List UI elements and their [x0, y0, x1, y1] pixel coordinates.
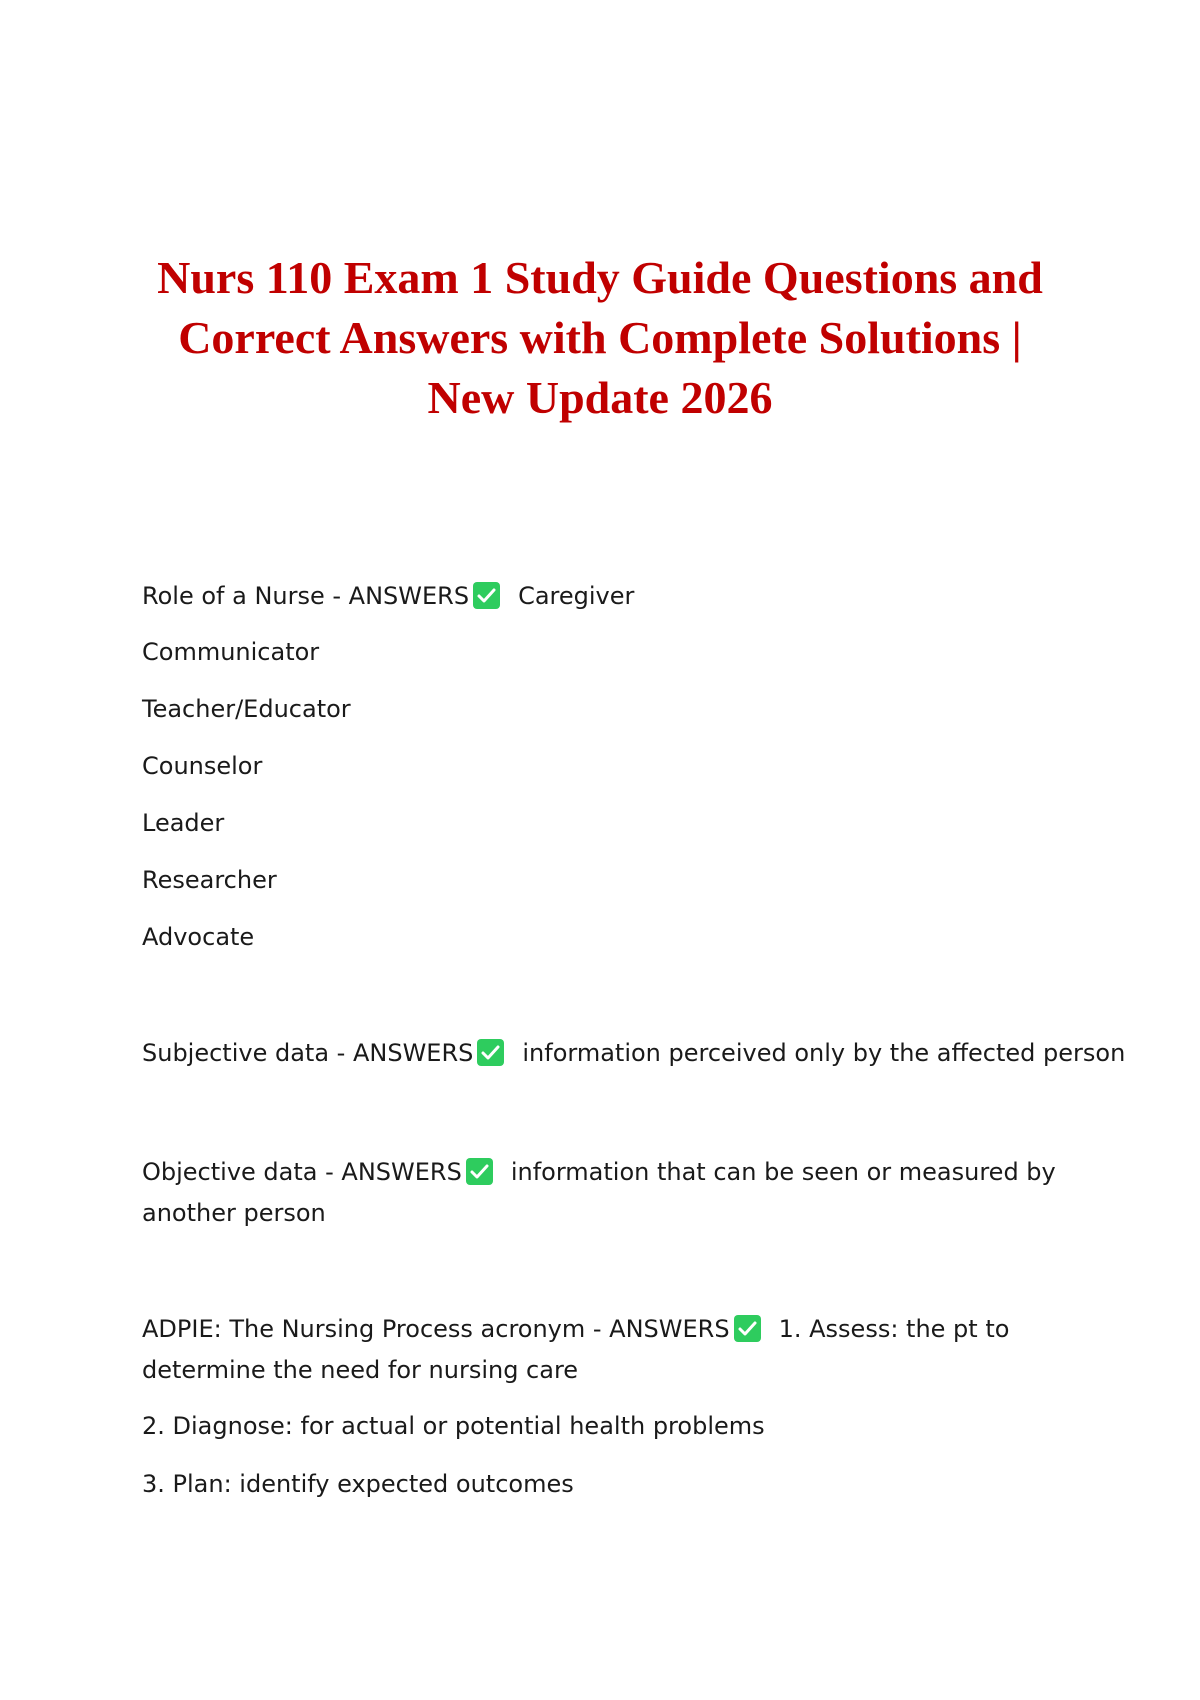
answer-line: Researcher — [142, 866, 277, 894]
answer-text: 1. Assess: the pt to — [778, 1315, 1010, 1343]
question-text: Role of a Nurse - ANSWERS — [142, 582, 470, 610]
title-line: Nurs 110 Exam 1 Study Guide Questions and — [157, 252, 1043, 303]
qa-subjective-data — [142, 1037, 1125, 1069]
answer-text: information that can be seen or measured by — [510, 1158, 1056, 1186]
title-line: New Update 2026 — [427, 372, 773, 423]
answer-line: Communicator — [142, 638, 320, 666]
answer-text: information perceived only by the affected person — [522, 1039, 1126, 1067]
answer-line: another person — [142, 1199, 326, 1227]
green-check-box-icon — [734, 1315, 761, 1342]
answer-line: Leader — [142, 809, 225, 837]
title-line: Correct Answers with Complete Solutions | — [178, 312, 1022, 363]
qa-adpie — [142, 1313, 1009, 1345]
question-text: Subjective data - ANSWERS — [142, 1039, 474, 1067]
green-check-box-icon — [466, 1158, 493, 1185]
answer-line: Counselor — [142, 752, 263, 780]
qa-objective-data — [142, 1156, 1056, 1188]
answer-line: 2. Diagnose: for actual or potential health problems — [142, 1412, 765, 1440]
document-title — [100, 248, 1100, 428]
answer-line: Advocate — [142, 923, 255, 951]
qa-role-of-nurse — [142, 580, 634, 612]
answer-line: 3. Plan: identify expected outcomes — [142, 1470, 574, 1498]
green-check-box-icon — [477, 1039, 504, 1066]
answer-text: Caregiver — [518, 582, 635, 610]
green-check-box-icon — [473, 582, 500, 609]
question-text: ADPIE: The Nursing Process acronym - ANSWERS — [142, 1315, 730, 1343]
answer-line: Teacher/Educator — [142, 695, 351, 723]
answer-line: determine the need for nursing care — [142, 1356, 579, 1384]
question-text: Objective data - ANSWERS — [142, 1158, 462, 1186]
